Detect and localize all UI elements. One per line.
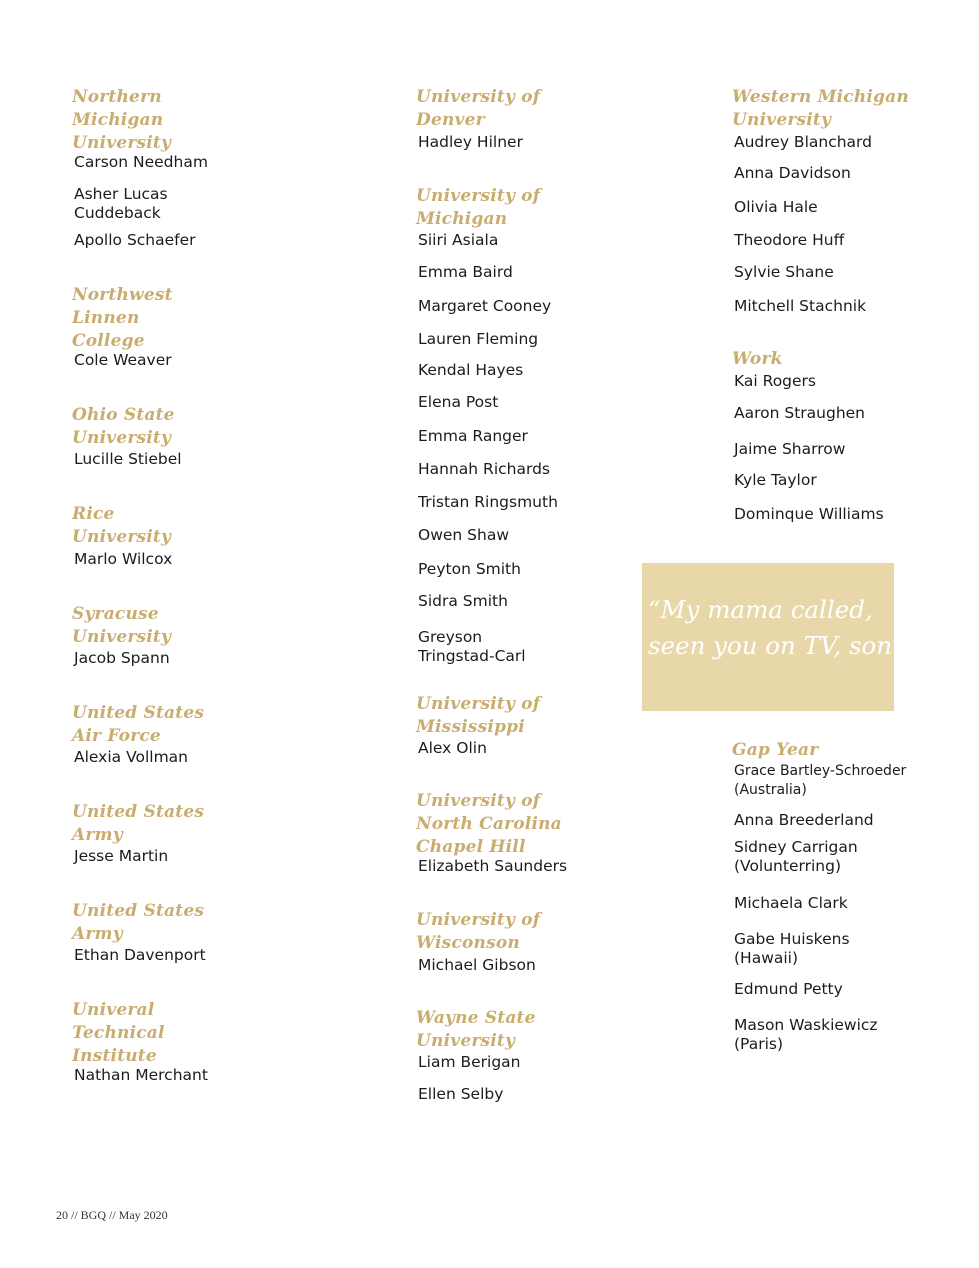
name-entry: Jacob Spann: [74, 649, 170, 667]
name-entry: Asher Lucas Cuddeback: [74, 185, 168, 222]
name-entry: Elizabeth Saunders: [418, 857, 568, 875]
name-entry: Apollo Schaefer: [74, 231, 196, 249]
section-heading: University of Wisconson: [416, 910, 541, 953]
name-entry: Dominque Williams: [734, 505, 884, 523]
section-heading: Northern Michigan University: [72, 87, 172, 153]
name-entry: Gabe Huiskens (Hawaii): [734, 930, 850, 967]
name-entry: Edmund Petty: [734, 980, 843, 998]
name-entry: Ellen Selby: [418, 1085, 504, 1103]
name-entry: Peyton Smith: [418, 560, 521, 578]
section-heading: Rice University: [72, 504, 172, 547]
pull-quote: “My mama called, seen you on TV, son”: [648, 595, 905, 660]
section-heading: United States Army: [72, 802, 205, 845]
name-entry: Cole Weaver: [74, 351, 172, 369]
name-entry: Hadley Hilner: [418, 133, 523, 151]
name-entry: Liam Berigan: [418, 1053, 521, 1071]
name-entry: Sidney Carrigan (Volunterring): [734, 838, 858, 875]
name-entry: Kyle Taylor: [734, 471, 817, 489]
section-heading: Western Michigan University: [732, 87, 909, 130]
name-entry: Owen Shaw: [418, 526, 510, 544]
name-entry: Lauren Fleming: [418, 330, 539, 348]
section-heading: Gap Year: [732, 740, 819, 760]
name-entry: Hannah Richards: [418, 460, 550, 478]
name-entry: Lucille Stiebel: [74, 450, 182, 468]
name-entry: Kendal Hayes: [418, 361, 524, 379]
section-heading: Ohio State University: [72, 405, 175, 448]
name-entry: Greyson Tringstad-Carl: [418, 628, 526, 665]
name-entry: Theodore Huff: [734, 231, 845, 249]
name-entry: Grace Bartley-Schroeder (Australia): [734, 763, 907, 798]
name-entry: Sidra Smith: [418, 592, 508, 610]
name-entry: Alexia Vollman: [74, 748, 188, 766]
name-entry: Carson Needham: [74, 153, 208, 171]
name-entry: Anna Davidson: [734, 164, 851, 182]
page-footer: 20 // BGQ // May 2020: [56, 1208, 168, 1222]
name-entry: Siiri Asiala: [418, 231, 499, 249]
name-entry: Ethan Davenport: [74, 946, 206, 964]
section-heading: University of North Carolina Chapel Hill: [416, 791, 562, 857]
section-heading: Northwest Linnen College: [72, 285, 173, 351]
name-entry: Emma Ranger: [418, 427, 528, 445]
section-heading: Work: [732, 349, 783, 369]
name-entry: Marlo Wilcox: [74, 550, 173, 568]
name-entry: Michael Gibson: [418, 956, 536, 974]
name-entry: Sylvie Shane: [734, 263, 834, 281]
name-entry: Audrey Blanchard: [734, 133, 872, 151]
name-entry: Emma Baird: [418, 263, 513, 281]
name-entry: Tristan Ringsmuth: [418, 493, 558, 511]
section-heading: United States Army: [72, 901, 205, 944]
section-heading: University of Denver: [416, 87, 541, 130]
name-entry: Olivia Hale: [734, 198, 818, 216]
name-entry: Kai Rogers: [734, 372, 817, 390]
name-entry: Margaret Cooney: [418, 297, 552, 315]
name-entry: Mason Waskiewicz (Paris): [734, 1016, 878, 1053]
section-heading: University of Mississippi: [416, 694, 541, 737]
section-heading: Wayne State University: [416, 1008, 536, 1051]
section-heading: United States Air Force: [72, 703, 205, 746]
name-entry: Mitchell Stachnik: [734, 297, 867, 315]
name-entry: Alex Olin: [418, 739, 487, 757]
section-heading: Syracuse University: [72, 604, 172, 647]
name-entry: Nathan Merchant: [74, 1066, 208, 1084]
name-entry: Michaela Clark: [734, 894, 848, 912]
name-entry: Elena Post: [418, 393, 499, 411]
section-heading: Univeral Technical Institute: [72, 1000, 165, 1066]
section-heading: University of Michigan: [416, 186, 541, 229]
name-entry: Jaime Sharrow: [734, 440, 846, 458]
name-entry: Aaron Straughen: [734, 404, 866, 422]
name-entry: Anna Breederland: [734, 811, 874, 829]
name-entry: Jesse Martin: [74, 847, 169, 865]
